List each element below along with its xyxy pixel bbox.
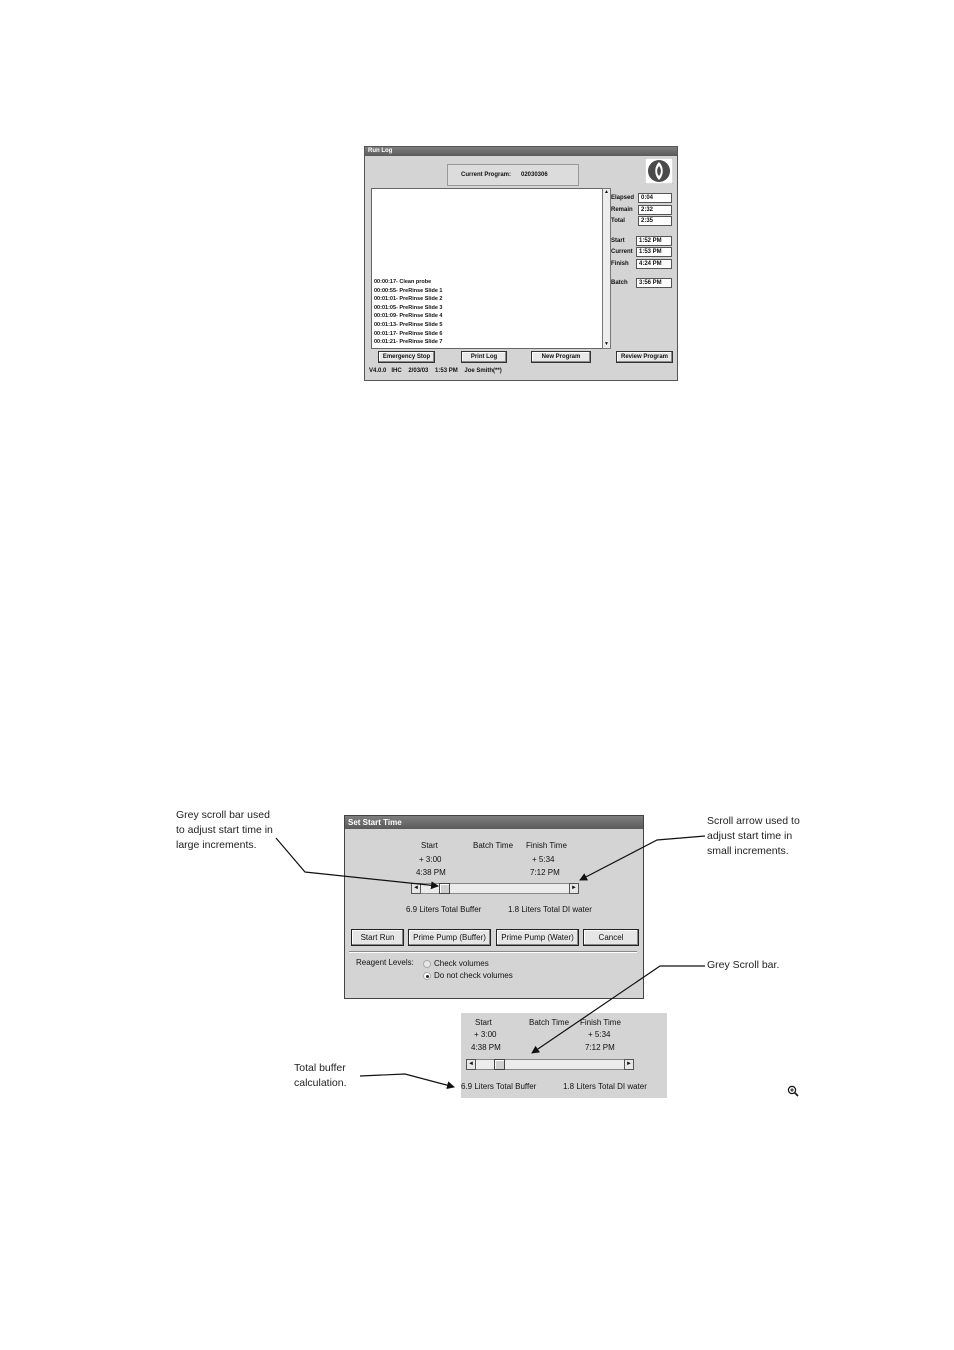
cancel-button[interactable]: Cancel	[583, 929, 639, 946]
total-field: 2:35	[638, 216, 672, 226]
zoom-start-time: 4:38 PM	[471, 1043, 501, 1052]
log-scrollbar[interactable]	[602, 188, 611, 349]
buffer-total: 6.9 Liters Total Buffer	[406, 905, 482, 914]
zoom-in-icon[interactable]	[787, 1084, 799, 1096]
current-program-label: Current Program:	[461, 172, 512, 178]
zoom-scroll-left-arrow-icon: ◄	[466, 1059, 476, 1070]
log-line: 00:01:05- PreRinse Slide 3	[374, 304, 443, 311]
print-log-button[interactable]: Print Log	[461, 351, 507, 363]
check-volumes-label[interactable]: Check volumes	[434, 959, 489, 968]
log-line: 00:00:17- Clean probe	[374, 279, 432, 285]
annotation-line: calculation.	[294, 1077, 347, 1089]
batch-time-header: Batch Time	[473, 841, 514, 850]
finish-field: 4:24 PM	[636, 259, 672, 269]
set-start-time-title-bar[interactable]	[345, 816, 643, 829]
zoom-scroll-right-arrow-icon: ►	[624, 1059, 634, 1070]
scroll-thumb[interactable]	[439, 883, 450, 894]
current-program-box	[447, 164, 579, 186]
set-start-time-title: Set Start Time	[348, 818, 402, 827]
new-program-button[interactable]: New Program	[531, 351, 591, 363]
run-log-window	[364, 146, 678, 381]
start-time-scrollbar[interactable]	[411, 883, 579, 894]
elapsed-label: Elapsed	[611, 195, 635, 201]
divider	[349, 951, 637, 952]
finish-time-header: Finish Time	[526, 841, 567, 850]
prime-pump-water-button[interactable]: Prime Pump (Water)	[496, 929, 579, 946]
zoom-scrollbar	[466, 1059, 634, 1070]
zoom-finish-time: 7:12 PM	[585, 1043, 615, 1052]
do-not-check-volumes-label[interactable]: Do not check volumes	[434, 971, 513, 980]
batch-label: Batch	[611, 280, 628, 286]
check-volumes-radio[interactable]	[423, 960, 431, 968]
logo-icon	[645, 158, 673, 184]
annotation-line: to adjust start time in	[176, 824, 273, 836]
log-line: 00:01:17- PreRinse Slide 6	[374, 330, 443, 337]
scroll-right-arrow-icon[interactable]: ►	[569, 883, 579, 894]
zoom-start-offset: + 3:00	[474, 1030, 497, 1039]
elapsed-field: 0:04	[638, 193, 672, 203]
start-label: Start	[611, 238, 625, 244]
scroll-up-arrow-icon[interactable]: ▲	[604, 189, 609, 195]
start-run-button[interactable]: Start Run	[351, 929, 404, 946]
annotation-line: large increments.	[176, 839, 257, 851]
annotation-total-buffer	[294, 1061, 347, 1091]
zoom-scroll-thumb	[494, 1059, 505, 1070]
finish-label: Finish	[611, 261, 629, 267]
zoom-water-total: 1.8 Liters Total DI water	[563, 1082, 647, 1091]
zoom-start-header: Start	[475, 1018, 492, 1027]
log-lines	[374, 278, 442, 347]
remain-field: 2:32	[638, 205, 672, 215]
emergency-stop-button[interactable]: Emergency Stop	[378, 351, 435, 363]
zoom-panel	[461, 1013, 667, 1098]
total-label: Total	[611, 218, 625, 224]
finish-offset: + 5:34	[532, 855, 555, 864]
status-bar: V4.0.0 IHC 2/03/03 1:53 PM Joe Smith(**)	[369, 368, 502, 374]
start-time: 4:38 PM	[416, 868, 446, 877]
annotation-line: Total buffer	[294, 1062, 346, 1074]
scroll-left-arrow-icon[interactable]: ◄	[411, 883, 421, 894]
log-list[interactable]	[371, 188, 603, 349]
zoom-finish-time-header: Finish Time	[580, 1018, 621, 1027]
zoom-batch-time-header: Batch Time	[529, 1018, 570, 1027]
remain-label: Remain	[611, 207, 633, 213]
current-program-value: 02030306	[521, 172, 548, 178]
log-line: 00:01:01- PreRinse Slide 2	[374, 296, 443, 303]
do-not-check-volumes-radio[interactable]	[423, 972, 431, 980]
zoom-buffer-total: 6.9 Liters Total Buffer	[461, 1082, 537, 1091]
zoom-finish-offset: + 5:34	[588, 1030, 611, 1039]
annotation-grey-scroll-bar: Grey Scroll bar.	[707, 959, 780, 971]
log-line: 00:01:09- PreRinse Slide 4	[374, 313, 443, 320]
prime-pump-buffer-button[interactable]: Prime Pump (Buffer)	[408, 929, 491, 946]
log-line: 00:01:21- PreRinse Slide 7	[374, 339, 443, 346]
annotation-line: Grey scroll bar used	[176, 809, 270, 821]
water-total: 1.8 Liters Total DI water	[508, 905, 592, 914]
annotation-scroll-arrow-used	[707, 814, 800, 859]
batch-field: 3:56 PM	[636, 278, 672, 288]
scroll-down-arrow-icon[interactable]: ▼	[604, 341, 609, 347]
run-log-title: Run Log	[368, 148, 393, 154]
current-label: Current	[611, 249, 633, 255]
start-offset: + 3:00	[419, 855, 442, 864]
current-field: 1:53 PM	[636, 247, 672, 257]
finish-time: 7:12 PM	[530, 868, 560, 877]
set-start-time-window	[344, 815, 644, 999]
radio-selected-dot	[426, 975, 429, 978]
annotation-line: Scroll arrow used to	[707, 815, 800, 827]
annotation-grey-scroll-bar-used	[176, 808, 273, 853]
start-header: Start	[421, 841, 438, 850]
log-line: 00:00:55- PreRinse Slide 1	[374, 287, 443, 294]
start-field: 1:52 PM	[636, 236, 672, 246]
log-line: 00:01:13- PreRinse Slide 5	[374, 321, 443, 328]
review-program-button[interactable]: Review Program	[616, 351, 673, 363]
run-log-title-bar[interactable]	[365, 147, 677, 156]
annotation-line: small increments.	[707, 845, 789, 857]
annotation-line: adjust start time in	[707, 830, 793, 842]
reagent-levels-label: Reagent Levels:	[356, 958, 414, 967]
